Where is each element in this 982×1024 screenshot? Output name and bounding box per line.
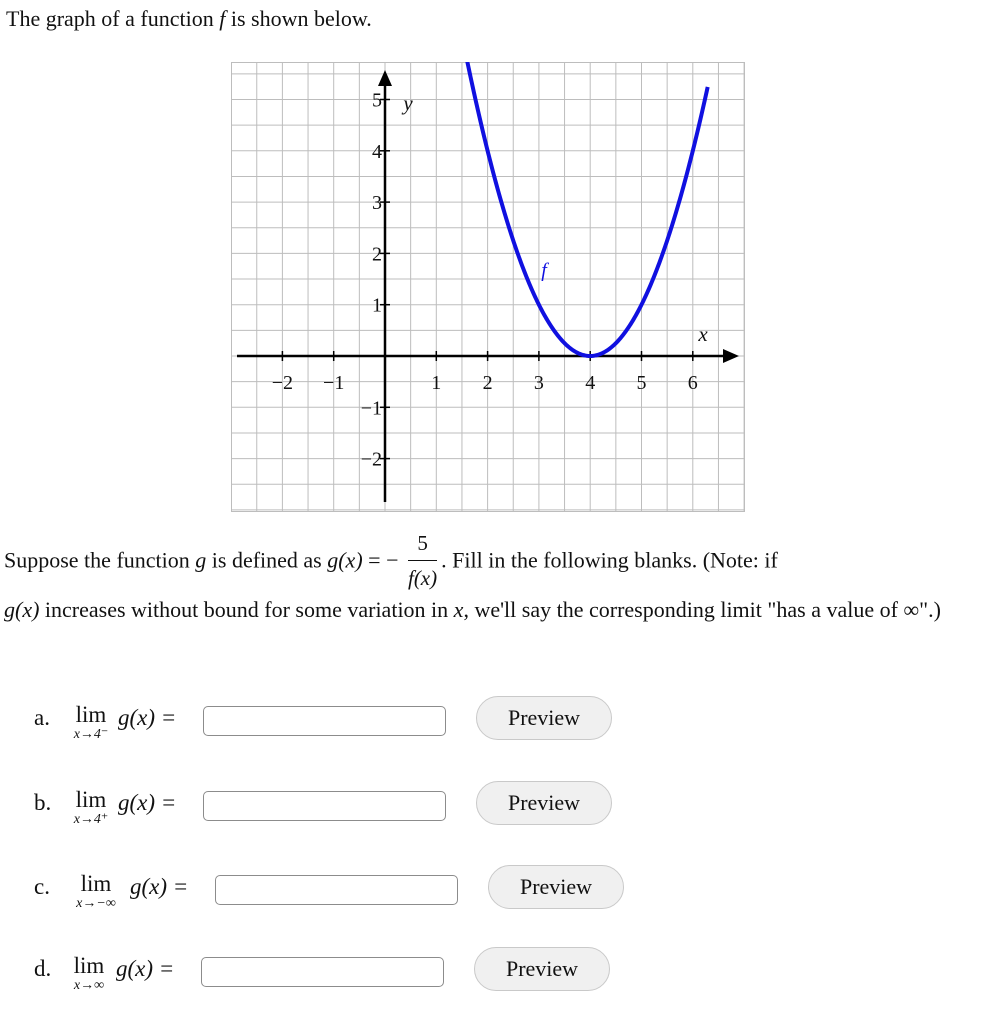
part-c-lim: lim	[80, 871, 112, 896]
fraction-denominator: f(x)	[407, 566, 438, 590]
part-b-limit	[66, 788, 116, 828]
problem-gx-2: g(x)	[4, 597, 40, 622]
intro-after: is shown below.	[225, 6, 372, 31]
part-a-label: a.	[34, 705, 50, 730]
series-f-label: f	[541, 259, 547, 282]
intro-function-name: f	[219, 6, 226, 31]
part-d-preview-button[interactable]: Preview	[474, 947, 610, 991]
part-b-preview-button[interactable]: Preview	[476, 781, 612, 825]
y-tick-label: 5	[372, 89, 382, 112]
part-c-label: c.	[34, 874, 50, 899]
x-tick-label: 6	[687, 372, 698, 394]
part-b-answer-input[interactable]	[203, 791, 446, 821]
y-tick-label: −1	[360, 397, 382, 420]
part-a-lim: lim	[75, 702, 107, 727]
part-a-preview-button[interactable]: Preview	[476, 696, 612, 740]
y-axis-arrow	[378, 70, 392, 86]
part-a-limit	[66, 703, 116, 743]
fraction	[408, 528, 437, 593]
problem-gx: g(x)	[327, 547, 363, 573]
part-a-answer-input[interactable]	[203, 706, 446, 736]
intro-text	[6, 6, 372, 32]
problem-equals: = −	[362, 547, 404, 573]
x-tick-label: 1	[431, 372, 442, 394]
problem-text-2: is defined as	[206, 547, 328, 573]
x-axis-arrow	[723, 349, 739, 363]
part-d-answer-input[interactable]	[201, 957, 444, 987]
part-c-limit	[64, 872, 128, 912]
x-axis-label: x	[698, 322, 708, 346]
part-b-lim: lim	[75, 787, 107, 812]
curves	[459, 62, 707, 356]
part-c-answer-input[interactable]	[215, 875, 458, 905]
problem-statement	[4, 530, 964, 625]
part-a-subscript: x→4⁻	[73, 727, 109, 742]
intro-before: The graph of a function	[6, 6, 220, 31]
grid	[231, 62, 745, 512]
x-tick-label: 2	[482, 372, 493, 394]
problem-text-5: , we'll say the corresponding limit "has a value of ∞".)	[463, 597, 941, 622]
problem-text-4: increases without bound for some variation in	[39, 597, 454, 622]
x-tick-label: −2	[271, 372, 294, 394]
y-tick-label: 3	[372, 192, 382, 215]
problem-x: x	[453, 597, 464, 622]
x-tick-label: 3	[533, 372, 544, 394]
y-tick-label: 2	[372, 243, 382, 266]
part-d-limit	[64, 954, 114, 994]
part-b-subscript: x→4⁺	[73, 812, 109, 827]
part-d-label: d.	[34, 956, 52, 981]
tick-labels	[272, 90, 709, 471]
part-d-subscript: x→∞	[73, 978, 105, 993]
part-c-subscript: x→−∞	[76, 896, 116, 911]
function-graph	[231, 62, 745, 512]
x-tick-label: 5	[636, 372, 647, 394]
fraction-numerator: 5	[408, 528, 437, 561]
part-c-preview-button[interactable]: Preview	[488, 865, 624, 909]
y-tick-label: −2	[360, 448, 382, 471]
y-tick-label: 4	[372, 140, 382, 163]
part-b-expression: g(x) =	[118, 790, 177, 815]
part-d-expression: g(x) =	[116, 956, 175, 981]
series-f-line	[459, 62, 707, 356]
part-d-lim: lim	[73, 953, 105, 978]
problem-text-1: Suppose the function	[4, 547, 196, 573]
problem-text-3: . Fill in the following blanks. (Note: if	[441, 547, 778, 573]
y-tick-label: 1	[372, 294, 382, 317]
x-tick-label: −1	[323, 372, 345, 394]
part-a-expression: g(x) =	[118, 705, 177, 730]
y-axis-label: y	[403, 90, 413, 115]
problem-g: g	[195, 547, 207, 573]
part-b-label: b.	[34, 790, 52, 815]
part-c-expression: g(x) =	[130, 874, 189, 899]
x-tick-label: 4	[585, 372, 596, 394]
